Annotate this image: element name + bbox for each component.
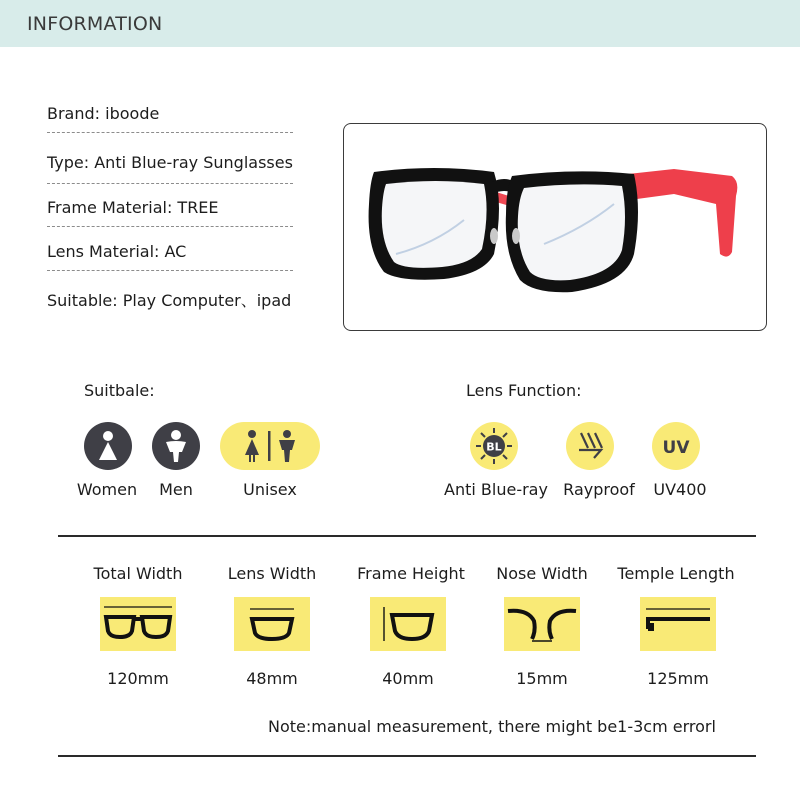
spec-frame-material: Frame Material: TREE [47, 198, 219, 217]
measurement-note: Note:manual measurement, there might be1-3cm errorl [268, 717, 716, 736]
uv400-label: UV400 [653, 480, 707, 499]
total-width-value: 120mm [107, 669, 169, 688]
temple-length-value: 125mm [647, 669, 709, 688]
section-divider-top [58, 535, 756, 537]
lens-width-value: 48mm [246, 669, 298, 688]
woman-icon [84, 422, 132, 470]
rayproof-icon [566, 422, 614, 470]
frame-height-icon [370, 597, 446, 651]
divider [47, 226, 293, 227]
anti-blue-ray-icon [470, 422, 518, 470]
frame-height-value: 40mm [382, 669, 434, 688]
temple-length-label: Temple Length [617, 564, 735, 583]
unisex-icon [220, 422, 320, 470]
uv-icon [652, 422, 700, 470]
suitable-unisex-label: Unisex [243, 480, 297, 499]
anti-blue-ray-label: Anti Blue-ray [444, 480, 548, 499]
rayproof-label: Rayproof [563, 480, 635, 499]
divider [47, 132, 293, 133]
section-divider-bottom [58, 755, 756, 757]
spec-lens-material: Lens Material: AC [47, 242, 187, 261]
lens-width-label: Lens Width [227, 564, 317, 583]
spec-brand: Brand: iboode [47, 104, 160, 123]
spec-suitable: Suitable: Play Computer、ipad [47, 291, 292, 310]
suitable-label: Suitbale: [84, 381, 155, 400]
spec-type: Type: Anti Blue-ray Sunglasses [47, 153, 293, 172]
header-band [0, 0, 800, 47]
suitable-men-label: Men [159, 480, 193, 499]
total-width-label: Total Width [93, 564, 183, 583]
nose-width-label: Nose Width [496, 564, 588, 583]
lens-function-label: Lens Function: [466, 381, 582, 400]
temple-length-icon [640, 597, 716, 651]
lens-width-icon [234, 597, 310, 651]
suitable-women-label: Women [76, 480, 138, 499]
frame-height-label: Frame Height [357, 564, 465, 583]
header-title: INFORMATION [27, 13, 163, 35]
man-icon [152, 422, 200, 470]
nose-width-value: 15mm [516, 669, 568, 688]
nose-width-icon [504, 597, 580, 651]
divider [47, 183, 293, 184]
svg-text:BL: BL [486, 440, 502, 454]
product-photo [343, 123, 767, 331]
glasses-illustration [344, 124, 765, 329]
divider [47, 270, 293, 271]
svg-text:UV: UV [662, 438, 690, 458]
total-width-icon [100, 597, 176, 651]
